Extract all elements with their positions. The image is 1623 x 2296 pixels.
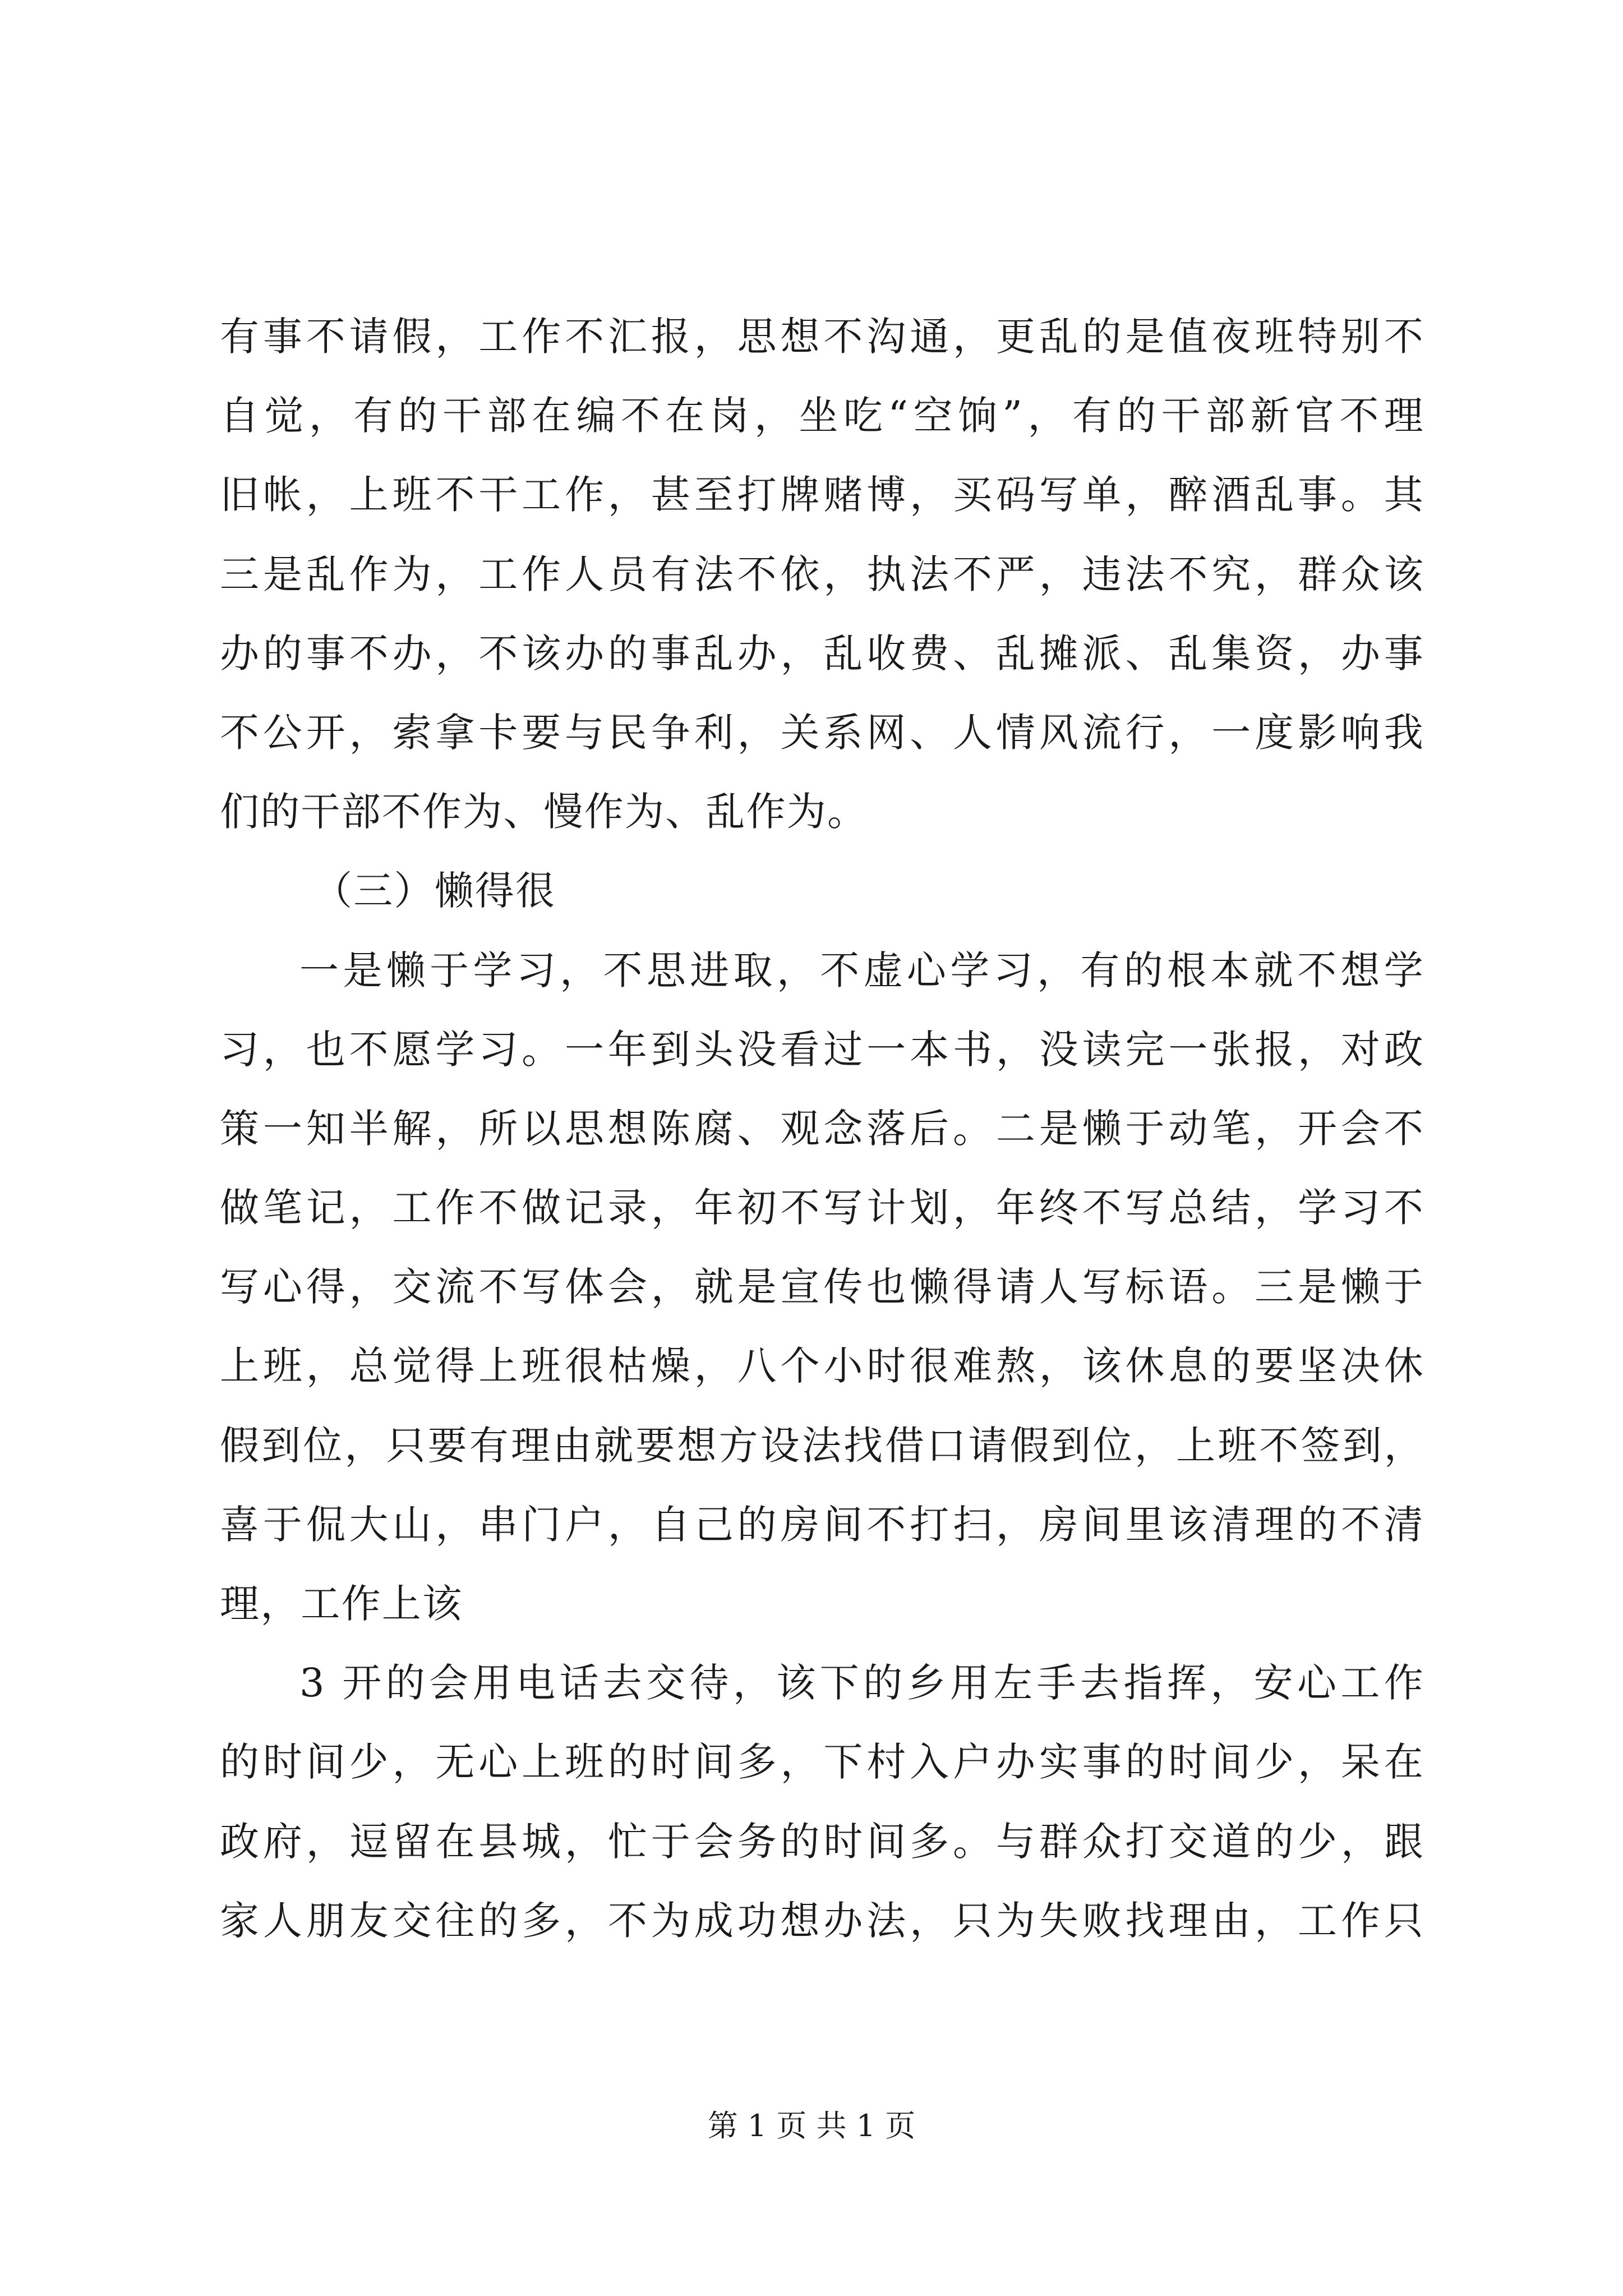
text-line: 不公开，索拿卡要与民争利，关系网、人情风流行，一度影响我 <box>220 709 1424 756</box>
text-line: 家人朋友交往的多，不为成功想办法，只为失败找理由，工作只 <box>220 1897 1424 1944</box>
text-line: 三是乱作为，工作人员有法不依，执法不严，违法不究，群众该 <box>220 551 1424 597</box>
text-line: 有事不请假，工作不汇报，思想不沟通，更乱的是值夜班特别不 <box>220 314 1424 360</box>
text-line: 策一知半解，所以思想陈腐、观念落后。二是懒于动笔，开会不 <box>220 1105 1424 1152</box>
text-line: 们的干部不作为、慢作为、乱作为。 <box>220 789 868 835</box>
text-line: 习，也不愿学习。一年到头没看过一本书，没读完一张报，对政 <box>220 1026 1424 1073</box>
text-line: 理，工作上该 <box>220 1581 463 1627</box>
section-heading <box>220 852 1424 931</box>
paragraph-continuation <box>220 297 1424 852</box>
text-line: 自觉，有的干部在编不在岗，坐吃“空饷”，有的干部新官不理 <box>220 393 1424 439</box>
text-line: 假到位，只要有理由就要想方设法找借口请假到位，上班不签到， <box>220 1422 1424 1469</box>
text-line: 喜于侃大山，串门户，自己的房间不打扫，房间里该清理的不清 <box>220 1501 1424 1548</box>
text-line: 旧帐，上班不干工作，甚至打牌赌博，买码写单，醉酒乱事。其 <box>220 472 1424 518</box>
paragraph <box>220 1644 1424 1961</box>
text-line: 政府，逗留在县城，忙于会务的时间多。与群众打交道的少，跟 <box>220 1818 1424 1865</box>
document-body <box>220 297 1424 1961</box>
paragraph <box>220 931 1424 1644</box>
text-line: 办的事不办，不该办的事乱办，乱收费、乱摊派、乱集资，办事 <box>220 630 1424 677</box>
text-line: 写心得，交流不写体会，就是宣传也懒得请人写标语。三是懒于 <box>220 1264 1424 1310</box>
text-line: 一是懒于学习，不思进取，不虚心学习，有的根本就不想学 <box>299 947 1424 993</box>
text-line: 的时间少，无心上班的时间多，下村入户办实事的时间少，呆在 <box>220 1739 1424 1786</box>
page-number-footer: 第 1 页 共 1 页 <box>707 2108 916 2143</box>
text-line: 上班，总觉得上班很枯燥，八个小时很难熬，该休息的要坚决休 <box>220 1343 1424 1389</box>
text-line: 做笔记，工作不做记录，年初不写计划，年终不写总结，学习不 <box>220 1185 1424 1231</box>
text-line: 3 开的会用电话去交待，该下的乡用左手去指挥，安心工作 <box>299 1660 1424 1706</box>
heading-text: （三）懒得很 <box>313 868 556 914</box>
